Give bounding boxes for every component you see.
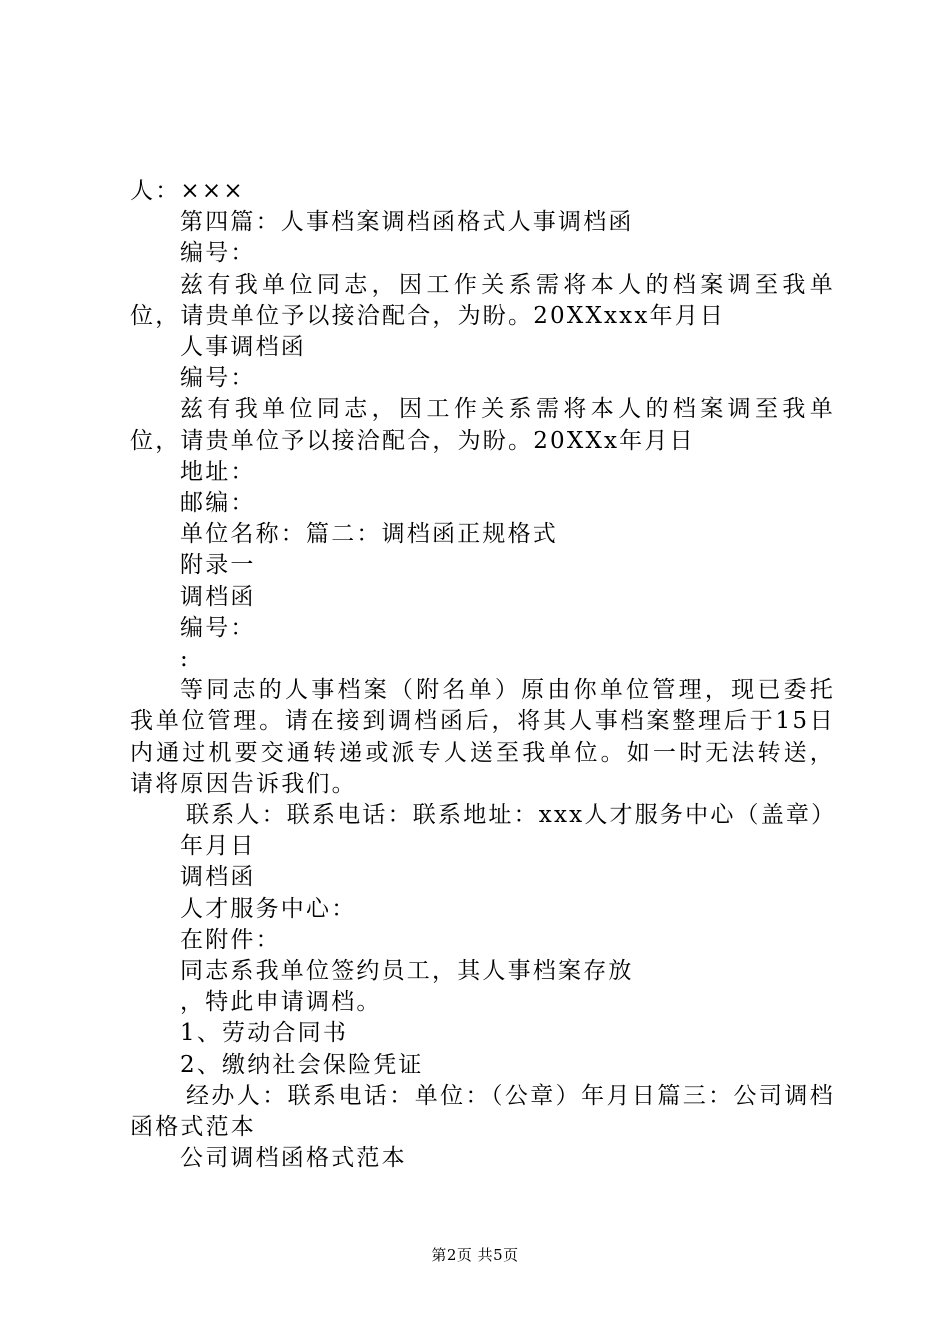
text-line: 年月日 (180, 833, 256, 860)
text-line: 编号： (180, 614, 256, 641)
text-line: 地址： (180, 458, 256, 485)
paragraph: 经办人：联系电话：单位：（公章）年月日篇三：公司调档函格式范本 (130, 1082, 835, 1141)
text-line: 在附件： (180, 926, 281, 953)
text-line: 编号： (180, 240, 256, 267)
text-line: ，特此申请调档。 (180, 989, 382, 1016)
text-line: 调档函 (180, 864, 256, 891)
text-line: 人：××× (130, 178, 245, 204)
text-line: : (180, 646, 190, 673)
paragraph: 联系人：联系电话：联系地址：xxx人才服务中心（盖章） (186, 802, 837, 829)
text-line: 编号： (180, 365, 256, 392)
text-line: 公司调档函格式范本 (180, 1145, 407, 1172)
text-line: 同志系我单位签约员工，其人事档案存放 (180, 958, 634, 985)
text-line: 邮编： (180, 490, 256, 517)
section-title: 第四篇：人事档案调档函格式人事调档函 (180, 209, 634, 236)
document-body (130, 176, 835, 1175)
text-line: 调档函 (180, 583, 256, 610)
text-line: 人才服务中心： (180, 895, 357, 922)
text-line: 单位名称：篇二：调档函正规格式 (180, 521, 558, 548)
paragraph: 等同志的人事档案（附名单）原由你单位管理，现已委托我单位管理。请在接到调档函后，将其人事档案整理后于15日内通过机要交通转递或派专人送至我单位。如一时无法转送，请将原因告诉我们。 (130, 677, 835, 797)
text-line: 人事调档函 (180, 334, 306, 361)
text-line: 附录一 (180, 552, 256, 579)
paragraph: 兹有我单位同志，因工作关系需将本人的档案调至我单位，请贵单位予以接洽配合，为盼。20XXxxx年月日 (130, 271, 835, 329)
page-number-footer: 第2页 共5页 (431, 1246, 519, 1264)
paragraph: 兹有我单位同志，因工作关系需将本人的档案调至我单位，请贵单位予以接洽配合，为盼。20XXx年月日 (130, 396, 835, 454)
list-item: 2、缴纳社会保险凭证 (180, 1051, 424, 1078)
list-item: 1、劳动合同书 (180, 1020, 349, 1047)
